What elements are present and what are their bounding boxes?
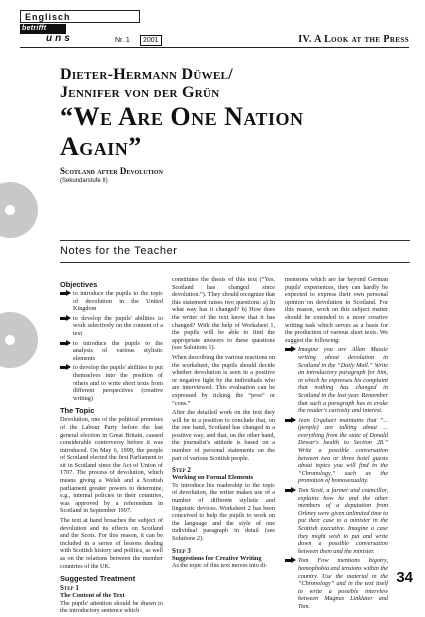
col2-paragraph-1: constitutes the thesis of this text (“Yes, Scotland has changed since devolution.”). They should recognize that this statement raises two questions: a) In what way has it changed? b) How does the writer of the text know that it has changed? With the help of Worksheet 1, the pupils will be able to find the appropriate answers to these questions (see Solutions 1). — [172, 276, 275, 352]
treatment-heading: Suggested Treatment — [60, 574, 136, 584]
topic-paragraph-2: The text at hand broaches the subject of devolution and its effects on Scotland and the Scots. For this reason, it can be included in a series of lessons dealing with Scottish history and politics, as well as on the relations between the member countries of the UK. — [60, 517, 163, 570]
author-line-1: Dieter-Hermann Düwel/ — [60, 66, 233, 83]
title-line-1: “We Are One Nation — [60, 102, 304, 131]
article-authors — [60, 66, 233, 102]
col2-paragraph-3: After the detailed work on the text they will be in a position to conclude that, on the one hand, Scotland has changed in a positive way, and that, on the other hand, the journalist's attitude is based on a number of personal statements on the part of various Scottish people. — [172, 409, 275, 462]
step-2-title: Working on Formal Elements — [172, 474, 254, 482]
article-title — [60, 102, 390, 162]
article-subtitle: Scotland after Devolution — [60, 166, 163, 176]
page-number: 34 — [396, 569, 413, 586]
topic-paragraph-1: Devolution, one of the political promises of the Labour Party before the last general election in Great Britain, caused considerable controversy before it was introduced. On May 6, 1999, the people of Scotland elected the first Parliament to sit in Scotland since the Act of Union of 1707. The process of devolution, which means giving a Welsh and a Scottish parliament greater powers to determine, e.g., internal policies in their countries, was approved by a referendum in Scotland in September 1997. — [60, 416, 163, 515]
objective-item: to develop the pupils' abilities to put themselves into the position of others and to write short texts from different perspectives (creative writing) — [60, 364, 163, 402]
text-column-3 — [285, 276, 388, 613]
section-title: IV. A Look at the Press — [298, 34, 409, 45]
objective-item: to introduce the pupils to the topic of devolution in the United Kingdom — [60, 290, 163, 313]
step-3-label: Step 3 — [172, 546, 191, 555]
notes-rule-top — [60, 240, 410, 241]
arrow-right-icon — [60, 341, 71, 346]
arrow-right-icon — [60, 316, 71, 321]
step-3-paragraph: As the topic of this text moves into di- — [172, 562, 268, 570]
logo-top-text: betrifft — [22, 25, 47, 32]
arrow-right-icon — [60, 365, 71, 370]
arrow-right-icon — [285, 558, 296, 563]
writing-task-item: Tom Scott, a farmer and councillor, explains how he and the other members of a deputation from Orkney were given unlimited time to put their case to a minister in the Scottish executive. Imagine a case they might wish to put and write down a possible conversation between them and the minister. — [285, 487, 388, 555]
writing-task-item: Imagine you are Allan Massie writing about devolution in Scotland in the “Daily Mail.” Write an introductory paragraph for him, in which he expresses his complaint that nothing has changed in Scotland in the last year. Remember that such a paragraph has to evoke the reader's curiosity and interest. — [285, 346, 388, 414]
series-label: Englisch — [20, 10, 140, 23]
arrow-right-icon — [285, 488, 296, 493]
author-line-2: Jennifer von der Grün — [60, 84, 220, 101]
header-rule — [20, 47, 409, 48]
decorative-disc-icon — [0, 312, 38, 368]
article-level: (Sekundarstufe II) — [60, 178, 108, 184]
objective-item: to introduce the pupils to the analysis of various stylistic elements — [60, 340, 163, 363]
notes-heading: Notes for the Teacher — [60, 245, 178, 257]
topic-heading: The Topic — [60, 406, 95, 416]
col2-paragraph-2: When describing the various reactions on the worksheet, the pupils should decide whether devolution is seen in a positive or negative light by the individuals who are interviewed. This evaluation can be expressed by ticking the “pros” or “cons.” — [172, 353, 275, 407]
logo-bottom-text: uns — [46, 33, 73, 44]
arrow-right-icon — [285, 418, 296, 423]
text-column-2 — [172, 276, 275, 572]
writing-task-item: Jean Urquhart maintains that “... (people) are talking about ... everything from the state of Donald Dewar's health to Section 28.” Write a possible conversation between two or three hotel guests about topics you will find in the “Chronology,” such as the promotion of homosexuality. — [285, 417, 388, 485]
objectives-heading: Objectives — [60, 280, 98, 289]
step-1-label: Step 1 — [60, 584, 79, 593]
step-3-title: Suggestions for Creative Writing — [172, 554, 262, 562]
title-line-2: Again” — [60, 132, 142, 161]
step-1-paragraph: The pupils' attention should be drawn to the introductory sentence which — [60, 599, 163, 615]
step-2-paragraph: To introduce his readership to the topic of devolution, the writer makes use of a number of different stylistic and linguistic devices. Worksheet 2 has been conceived to help the pupils to work on the language and the style of one individual paragraph in detail (see Solutions 2). — [172, 481, 275, 542]
notes-rule-bottom — [60, 262, 410, 263]
arrow-right-icon — [60, 291, 71, 296]
arrow-right-icon — [285, 347, 296, 352]
decorative-disc-icon — [0, 182, 38, 238]
step-1-title: The Content of the Text — [60, 592, 125, 600]
issue-year: 2001 — [140, 35, 162, 46]
text-column-1 — [60, 276, 163, 617]
col3-intro: mensions which are far beyond German pupils' experiences, they can hardly be expected to express their own personal opinion on devolution in Scotland. For this reason, work on this subject matter should be extended to a more creative writing task which serves as a basis for the production of various short texts. We suggest the following: — [285, 276, 388, 344]
step-2-label: Step 2 — [172, 466, 191, 475]
issue-label: Nr. 1 — [115, 37, 130, 44]
writing-task-item: Tom Fow mentions bigotry, homophobia and tensions within the country. Use the material in the “Chronology” and in the text itself to write a possible interview between Magnus Linklater and Tom. — [285, 557, 388, 610]
objective-item: to develop the pupils' abilities to work selectively on the content of a text — [60, 315, 163, 338]
